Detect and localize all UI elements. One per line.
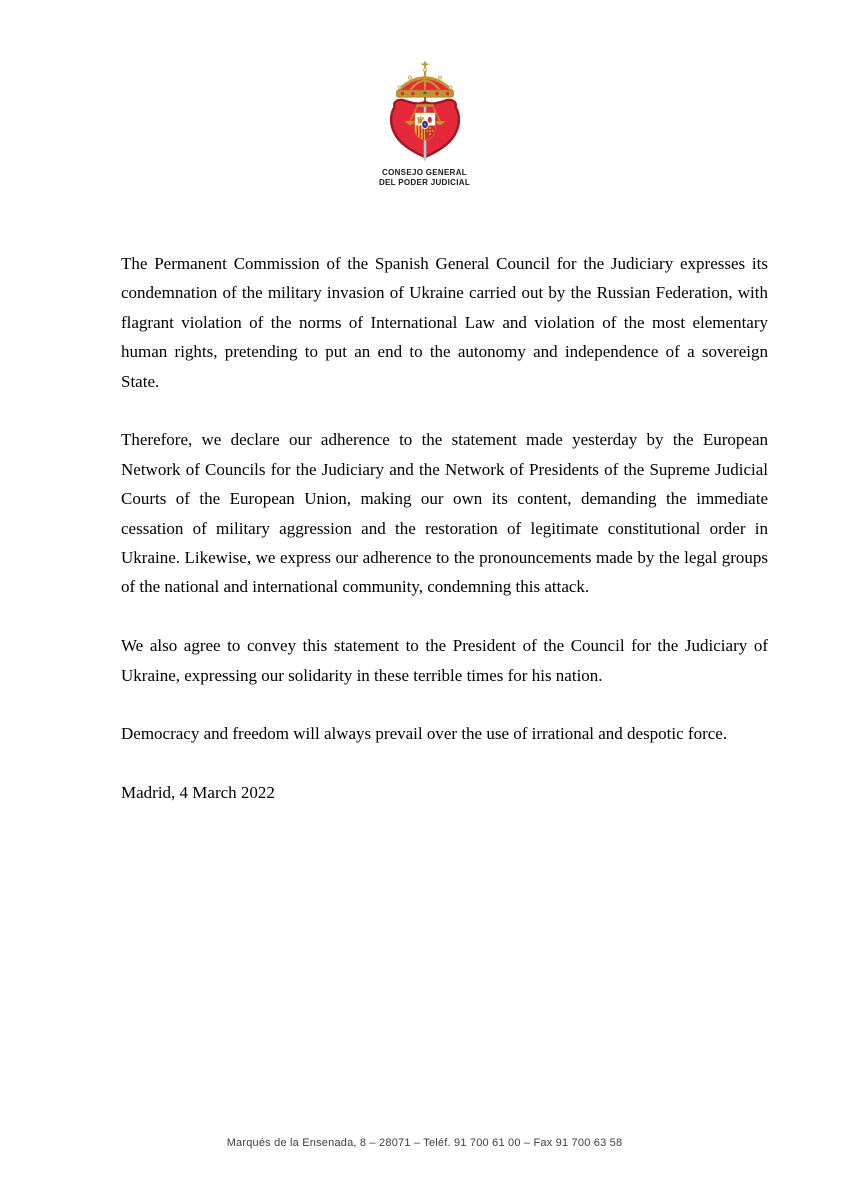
crown-icon — [396, 62, 453, 98]
paragraph-adherence: Therefore, we declare our adherence to the statement made yesterday by the European Network of Councils for the Judiciary and the Network of Presidents of the Supreme Judicial Courts of the European Union, making our own its content, demanding the immediate cessation of military aggression and the restoration of legitimate constitutional order in Ukraine. Likewise, we express our adherence to the pronouncements made by the legal groups of the national and international community, condemning this attack. — [121, 430, 768, 597]
paragraph-condemnation: The Permanent Commission of the Spanish General Council for the Judiciary expresses its condemnation of the military invasion of Ukraine carried out by the Russian Federation, with flagrant violation of the norms of International Law and violation of the most elementary human rights, pretending to put an end to the autonomy and independence of a sovereign State. — [121, 254, 768, 391]
letterhead — [0, 61, 849, 188]
org-name-line1: CONSEJO GENERAL — [382, 168, 467, 177]
paragraph-democracy: Democracy and freedom will always prevail over the use of irrational and despotic force. — [121, 724, 728, 744]
shield-icon — [391, 94, 459, 163]
org-name-line2: DEL PODER JUDICIAL — [378, 178, 471, 187]
org-name — [379, 168, 470, 188]
letter-body — [121, 249, 768, 837]
paragraph-solidarity: We also agree to convey this statement to the President of the Council for the Judiciary of Ukraine, expressing our solidarity in these terrible times for his nation. — [121, 636, 768, 685]
footer-address: Marqués de la Ensenada, 8 – 28071 – Teléf. 91 700 61 00 – Fax 91 700 63 58 — [226, 1137, 623, 1149]
dateline: Madrid, 4 March 2022 — [121, 783, 275, 803]
cgpj-coat-of-arms-icon — [385, 61, 465, 165]
